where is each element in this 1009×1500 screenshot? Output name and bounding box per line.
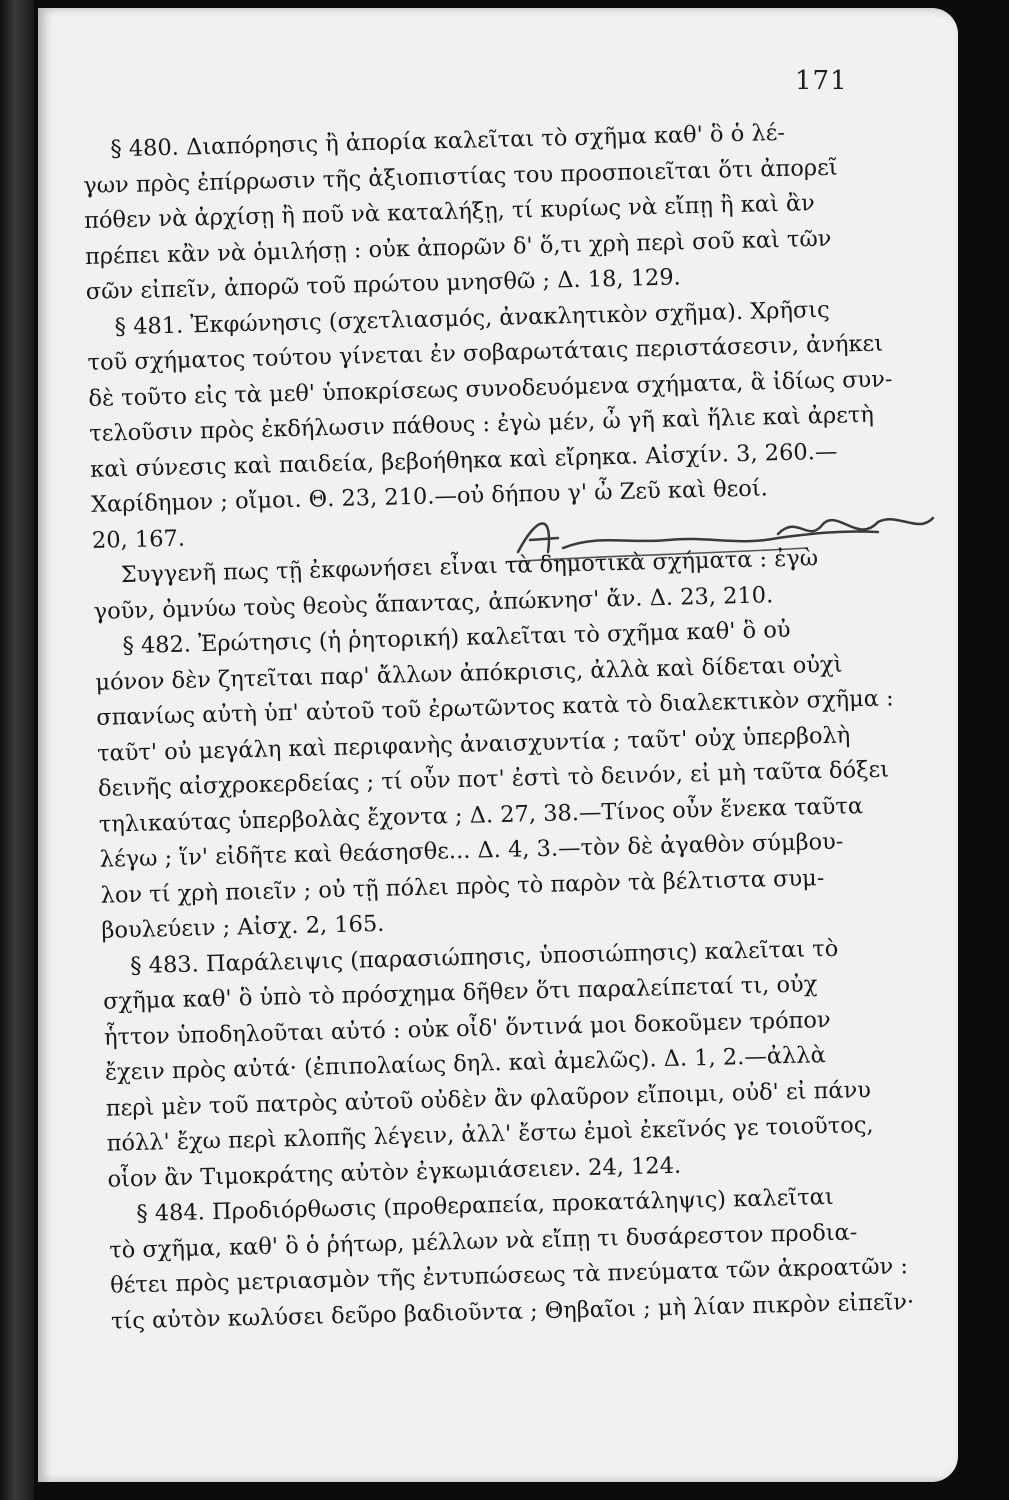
- text-line: λον τί χρὴ ποιεῖν ; οὐ τῇ πόλει πρὸς τὸ παρὸν τὰ βέλτιστα συμ-: [100, 864, 825, 909]
- text-line: πρέπει κἂν νὰ ὁμιλήσῃ : οὐκ ἀπορῶν δ' ὅ,τι χρὴ περὶ σοῦ καὶ τῶν: [84, 225, 832, 270]
- text-line: § 481. Ἐκφώνησις (σχετλιασμός, ἀνακλητικὸν σχῆμα). Χρῆσις: [114, 296, 831, 340]
- text-line: ἔχειν πρὸς αὐτά· (ἐπιπολαίως δηλ. καὶ ἀμελῶς). Δ. 1, 2.—ἀλλὰ: [104, 1042, 827, 1086]
- text-line: § 480. Διαπόρησις ἢ ἀπορία καλεῖται τὸ σχῆμα καθ' ὃ ὁ λέ-: [110, 119, 786, 163]
- text-line: τοῦ σχήματος τούτου γίνεται ἐν σοβαρωτάταις περιστάσεσιν, ἀνήκει: [87, 330, 884, 376]
- text-line: δὲ τοῦτο εἰς τὰ μεθ' ὑποκρίσεως συνοδευόμενα σχήματα, ἃ ἰδίως συν-: [88, 365, 893, 412]
- text-line: λέγω ; ἵν' εἰδῆτε καὶ θεάσησθε... Δ. 4, 3.—τὸν δὲ ἀγαθὸν σύμβου-: [99, 828, 844, 873]
- text-line: ἧττον ὑποδηλοῦται αὐτό : οὐκ οἶδ' ὅντινά μοι δοκοῦμεν τρόπον: [103, 1006, 831, 1051]
- text-line: σχῆμα καθ' ὃ ὑπὸ τὸ πρόσχημα δῆθεν ὅτι παραλείπεταί τι, οὐχ: [102, 971, 818, 1015]
- text-line: σῶν εἰπεῖν, ἀπορῶ τοῦ πρώτου μνησθῶ ; Δ. 18, 129.: [85, 264, 682, 305]
- text-line: § 484. Προδιόρθωσις (προθεραπεία, προκατάληψις) καλεῖται: [136, 1183, 834, 1227]
- text-line: ταῦτ' οὐ μεγάλη καὶ περιφανὴς ἀναισχυντία ; ταῦτ' οὐχ ὑπερβολὴ: [96, 721, 851, 767]
- text-line: δεινῆς αἰσχροκερδείας ; τί οὖν ποτ' ἐστὶ τὸ δεινόν, εἰ μὴ ταῦτα δόξει: [97, 756, 890, 802]
- text-line: καὶ σύνεσις καὶ παιδεία, βεβοήθηκα καὶ εἴρηκα. Αἰσχίν. 3, 260.—: [89, 438, 838, 483]
- text-line: § 483. Παράλειψις (παρασιώπησις, ὑποσιώπησις) καλεῖται τὸ: [130, 935, 839, 979]
- text-line: 20, 167.: [91, 525, 186, 554]
- text-line: θέτει πρὸς μετριασμὸν τῆς ἐντυπώσεως τὰ πνεύματα τῶν ἀκροατῶν :: [109, 1253, 909, 1299]
- body-text: [82, 113, 931, 1340]
- book-spine: [0, 0, 34, 1500]
- book-page: [38, 8, 958, 1482]
- text-line: Συγγενῆ πως τῇ ἐκφωνήσει εἶναι τὰ δημοτικὰ σχήματα : ἐγὼ: [120, 545, 819, 589]
- text-line: μόνον δὲν ζητεῖται παρ' ἄλλων ἀπόκρισις, ἀλλὰ καὶ δίδεται οὐχὶ: [95, 651, 843, 696]
- text-line: πόθεν νὰ ἀρχίσῃ ἢ ποῦ νὰ καταλήξῃ, τί κυρίως νὰ εἴπῃ ἢ καὶ ἂν: [83, 190, 816, 234]
- text-line: πόλλ' ἔχω περὶ κλοπῆς λέγειν, ἀλλ' ἔστω ἐμοὶ ἐκεῖνός γε τοιοῦτος,: [106, 1111, 874, 1157]
- text-line: γων πρὸς ἐπίρρωσιν τῆς ἀξιοπιστίας του προσποιεῖται ὅτι ἀπορεῖ: [82, 154, 838, 199]
- text-line: γοῦν, ὀμνύω τοὺς θεοὺς ἅπαντας, ἀπώκνησ' ἄν. Δ. 23, 210.: [93, 581, 774, 625]
- text-line: τὸ σχῆμα, καθ' ὃ ὁ ῥήτωρ, μέλλων νὰ εἴπῃ τι δυσάρεστον προδια-: [108, 1218, 858, 1264]
- text-line: σπανίως αὐτὴ ὑπ' αὐτοῦ τοῦ ἐρωτῶντος κατὰ τὸ διαλεκτικὸν σχῆμα :: [95, 685, 894, 731]
- text-line: τηλικαύτας ὑπερβολὰς ἔχοντα ; Δ. 27, 38.—Τίνος οὖν ἕνεκα ταῦτα: [98, 792, 864, 838]
- text-line: περὶ μὲν τοῦ πατρὸς αὐτοῦ οὐδὲν ἂν φλαῦρον εἴποιμι, οὐδ' εἰ πάνυ: [105, 1076, 872, 1122]
- text-line: § 482. Ἐρώτησις (ἡ ῥητορική) καλεῖται τὸ σχῆμα καθ' ὃ οὐ: [122, 616, 791, 660]
- page-number: 171: [795, 66, 848, 96]
- text-line: Χαρίδημον ; οἴμοι. Θ. 23, 210.—οὐ δήπου γ' ὦ Ζεῦ καὶ θεοί.: [90, 475, 769, 518]
- text-line: βουλεύειν ; Αἰσχ. 2, 165.: [101, 910, 385, 944]
- text-line: τίς αὐτὸν κωλύσει δεῦρο βαδιοῦντα ; Θηβαῖοι ; μὴ λίαν πικρὸν εἰπεῖν·: [110, 1288, 915, 1335]
- text-line: οἷον ἂν Τιμοκράτης αὐτὸν ἐγκωμιάσειεν. 24, 124.: [107, 1152, 682, 1193]
- text-line: τελοῦσιν πρὸς ἐκδήλωσιν πάθους : ἐγὼ μέν, ὦ γῆ καὶ ἥλιε καὶ ἀρετὴ: [89, 401, 875, 447]
